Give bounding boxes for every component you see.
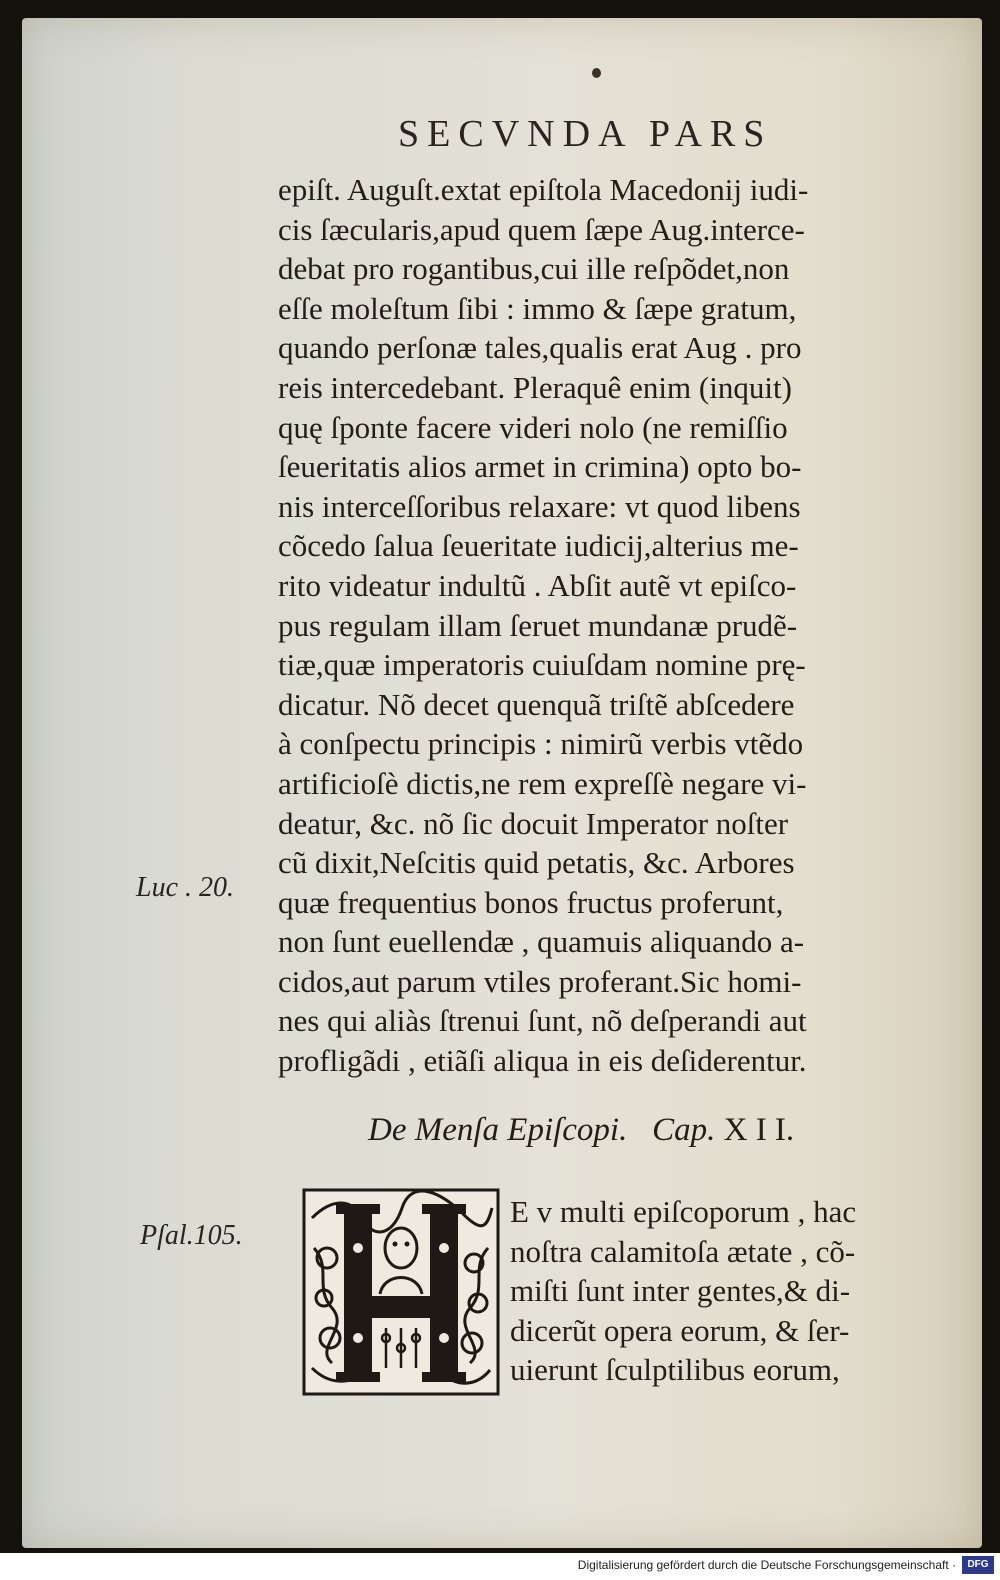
text-line: dicatur. Nõ decet quenquã triſtẽ abſcedere xyxy=(278,686,795,722)
chapter-heading xyxy=(368,1112,908,1149)
text-line: nis interceſſoribus relaxare: vt quod libens xyxy=(278,488,801,524)
text-line: à conſpectu principis : nimirũ verbis vtẽdo xyxy=(278,726,804,762)
text-line: E v multi epiſcoporum , hac xyxy=(510,1194,857,1229)
text-line: eſſe moleſtum ſibi : immo & ſæpe gratum, xyxy=(278,290,797,326)
text-line: cõcedo ſalua ſeueritate iudicij,alterius me- xyxy=(278,528,799,564)
running-head: SECVNDA PARS xyxy=(398,113,773,155)
text-line: rito videatur indultũ . Abſit autẽ vt epiſco- xyxy=(278,567,797,603)
text-line: artificioſè dictis,ne rem expreſſè negare vi- xyxy=(278,765,807,801)
text-line: quę ſponte facere videri nolo (ne remiſſio xyxy=(278,409,788,445)
text-line: non ſunt euellendæ , quamuis aliquando a- xyxy=(278,924,805,960)
dfg-logo: DFG xyxy=(962,1556,994,1574)
text-line: debat pro rogantibus,cui ille reſpõdet,non xyxy=(278,251,790,287)
margin-note-psalm: Pſal.105. xyxy=(140,1220,243,1251)
chapter-cap-label: Cap. xyxy=(652,1112,716,1148)
text-line: quando perſonæ tales,qualis erat Aug . pro xyxy=(278,330,802,366)
text-line: cidos,aut parum vtiles proferant.Sic homi- xyxy=(278,963,802,999)
chapter-title: De Menſa Epiſcopi. xyxy=(368,1112,628,1148)
text-line: deatur, &c. nõ ſic docuit Imperator noſter xyxy=(278,805,789,841)
ink-dot xyxy=(592,68,601,78)
funding-notice: Digitalisierung gefördert durch die Deutsche Forschungsgemeinschaft · xyxy=(577,1558,956,1572)
text-line: pus regulam illam ſeruet mundanæ prudẽ- xyxy=(278,607,798,643)
text-line: profligãdi , etiãſi aliqua in eis deſiderentur. xyxy=(278,1043,807,1079)
text-line: noſtra calamitoſa ætate , cõ- xyxy=(510,1233,856,1269)
body-text xyxy=(278,170,918,1081)
text-line: reis intercedebant. Pleraquê enim (inquit) xyxy=(278,369,792,405)
text-line: nes qui aliàs ſtrenui ſunt, nõ deſperandi aut xyxy=(278,1003,807,1039)
chapter-text xyxy=(510,1192,930,1390)
text-line: dicerũt opera eorum, & ſer- xyxy=(510,1312,850,1348)
margin-note-luke: Luc . 20. xyxy=(136,872,234,903)
text-line: cis ſæcularis,apud quem ſæpe Aug.interce- xyxy=(278,211,805,247)
text-line: epiſt. Auguſt.extat epiſtola Macedonij iudi- xyxy=(278,172,809,207)
footer-bar xyxy=(0,1553,1000,1580)
decorated-initial-h-icon xyxy=(302,1188,500,1396)
text-line: tiæ,quæ imperatoris cuiuſdam nomine prę- xyxy=(278,647,806,683)
text-line: cũ dixit,Neſcitis quid petatis, &c. Arbores xyxy=(278,845,795,881)
text-line: miſti ſunt inter gentes,& di- xyxy=(510,1273,851,1309)
text-line: uierunt ſculptilibus eorum, xyxy=(510,1352,840,1388)
text-line: quæ frequentius bonos fructus proferunt, xyxy=(278,884,784,920)
text-line: ſeueritatis alios armet in crimina) opto bo- xyxy=(278,449,802,485)
chapter-number: X I I. xyxy=(723,1112,795,1148)
